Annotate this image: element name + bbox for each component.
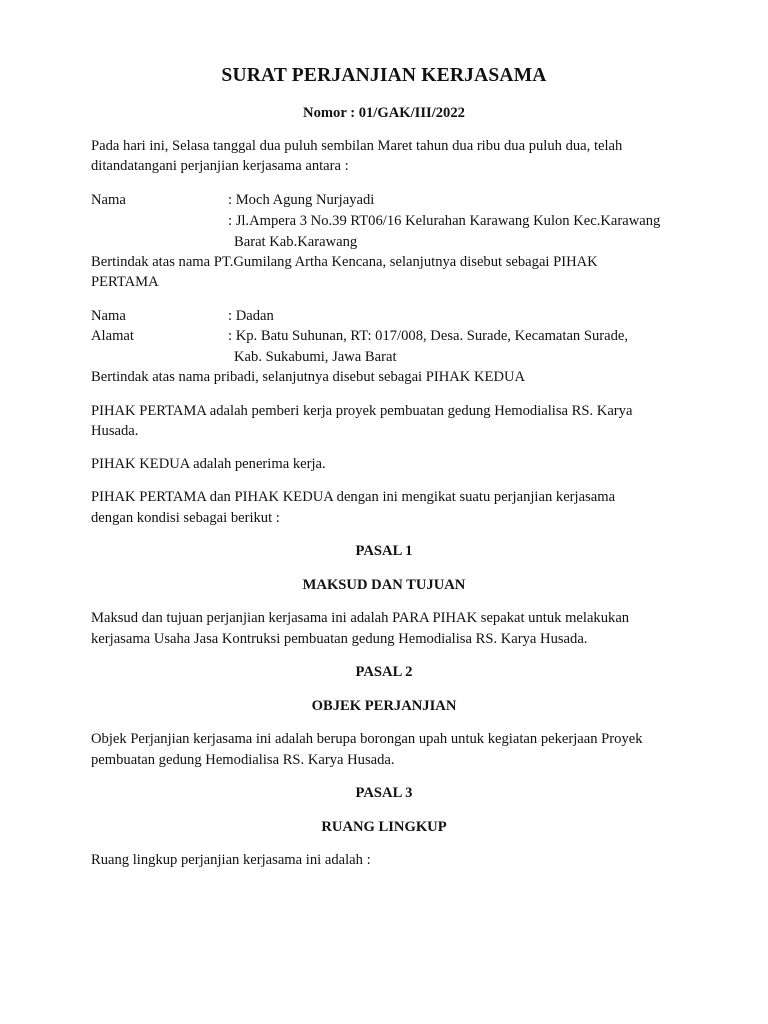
- pihak-kedua-bertindak: Bertindak atas nama pribadi, selanjutnya disebut sebagai PIHAK KEDUA: [91, 369, 526, 385]
- pasal-1-subheading: MAKSUD DAN TUJUAN: [302, 577, 466, 593]
- pihak-kedua-alamat-line-2: Kab. Sukabumi, Jawa Barat: [234, 349, 397, 365]
- document-title: SURAT PERJANJIAN KERJASAMA: [221, 65, 547, 86]
- paragraph-3-line-2: dengan kondisi sebagai berikut :: [91, 510, 280, 526]
- pasal-3-subheading: RUANG LINGKUP: [321, 819, 447, 835]
- document-number: Nomor : 01/GAK/III/2022: [303, 105, 465, 121]
- pihak-kedua-alamat-line-1: : Kp. Batu Suhunan, RT: 017/008, Desa. Surade, Kecamatan Surade,: [228, 328, 629, 344]
- pasal-1-heading: PASAL 1: [355, 543, 413, 559]
- intro-line-2: ditandatangani perjanjian kerjasama antara :: [91, 158, 349, 174]
- paragraph-3-line-1: PIHAK PERTAMA dan PIHAK KEDUA dengan ini mengikat suatu perjanjian kerjasama: [91, 489, 616, 505]
- pihak-pertama-alamat-line-1: : Jl.Ampera 3 No.39 RT06/16 Kelurahan Karawang Kulon Kec.Karawang: [228, 213, 661, 229]
- pasal-2-body-line-1: Objek Perjanjian kerjasama ini adalah berupa borongan upah untuk kegiatan pekerjaan Proyek: [91, 731, 643, 747]
- pasal-3-heading: PASAL 3: [355, 785, 413, 801]
- pihak-kedua-nama-label: Nama: [91, 308, 126, 324]
- intro-line-1: Pada hari ini, Selasa tanggal dua puluh sembilan Maret tahun dua ribu dua puluh dua, telah: [91, 138, 623, 154]
- pasal-3-body: Ruang lingkup perjanjian kerjasama ini adalah :: [91, 852, 371, 868]
- pihak-pertama-bertindak-line-1: Bertindak atas nama PT.Gumilang Artha Kencana, selanjutnya disebut sebagai PIHAK: [91, 254, 598, 270]
- pihak-kedua-nama-value: : Dadan: [228, 308, 274, 324]
- pasal-2-body-line-2: pembuatan gedung Hemodialisa RS. Karya Husada.: [91, 752, 395, 768]
- pihak-pertama-alamat-line-2: Barat Kab.Karawang: [234, 234, 358, 250]
- paragraph-2: PIHAK KEDUA adalah penerima kerja.: [91, 456, 326, 472]
- paragraph-1-line-2: Husada.: [91, 423, 139, 439]
- pasal-1-body-line-2: kerjasama Usaha Jasa Kontruksi pembuatan gedung Hemodialisa RS. Karya Husada.: [91, 631, 588, 647]
- pihak-pertama-nama-label: Nama: [91, 192, 126, 208]
- pasal-1-body-line-1: Maksud dan tujuan perjanjian kerjasama ini adalah PARA PIHAK sepakat untuk melakukan: [91, 610, 630, 626]
- paragraph-1-line-1: PIHAK PERTAMA adalah pemberi kerja proyek pembuatan gedung Hemodialisa RS. Karya: [91, 403, 633, 419]
- pihak-pertama-bertindak-line-2: PERTAMA: [91, 274, 159, 290]
- pihak-pertama-nama-value: : Moch Agung Nurjayadi: [228, 192, 375, 208]
- pasal-2-subheading: OBJEK PERJANJIAN: [311, 698, 457, 714]
- pihak-kedua-alamat-label: Alamat: [91, 328, 134, 344]
- pasal-2-heading: PASAL 2: [355, 664, 413, 680]
